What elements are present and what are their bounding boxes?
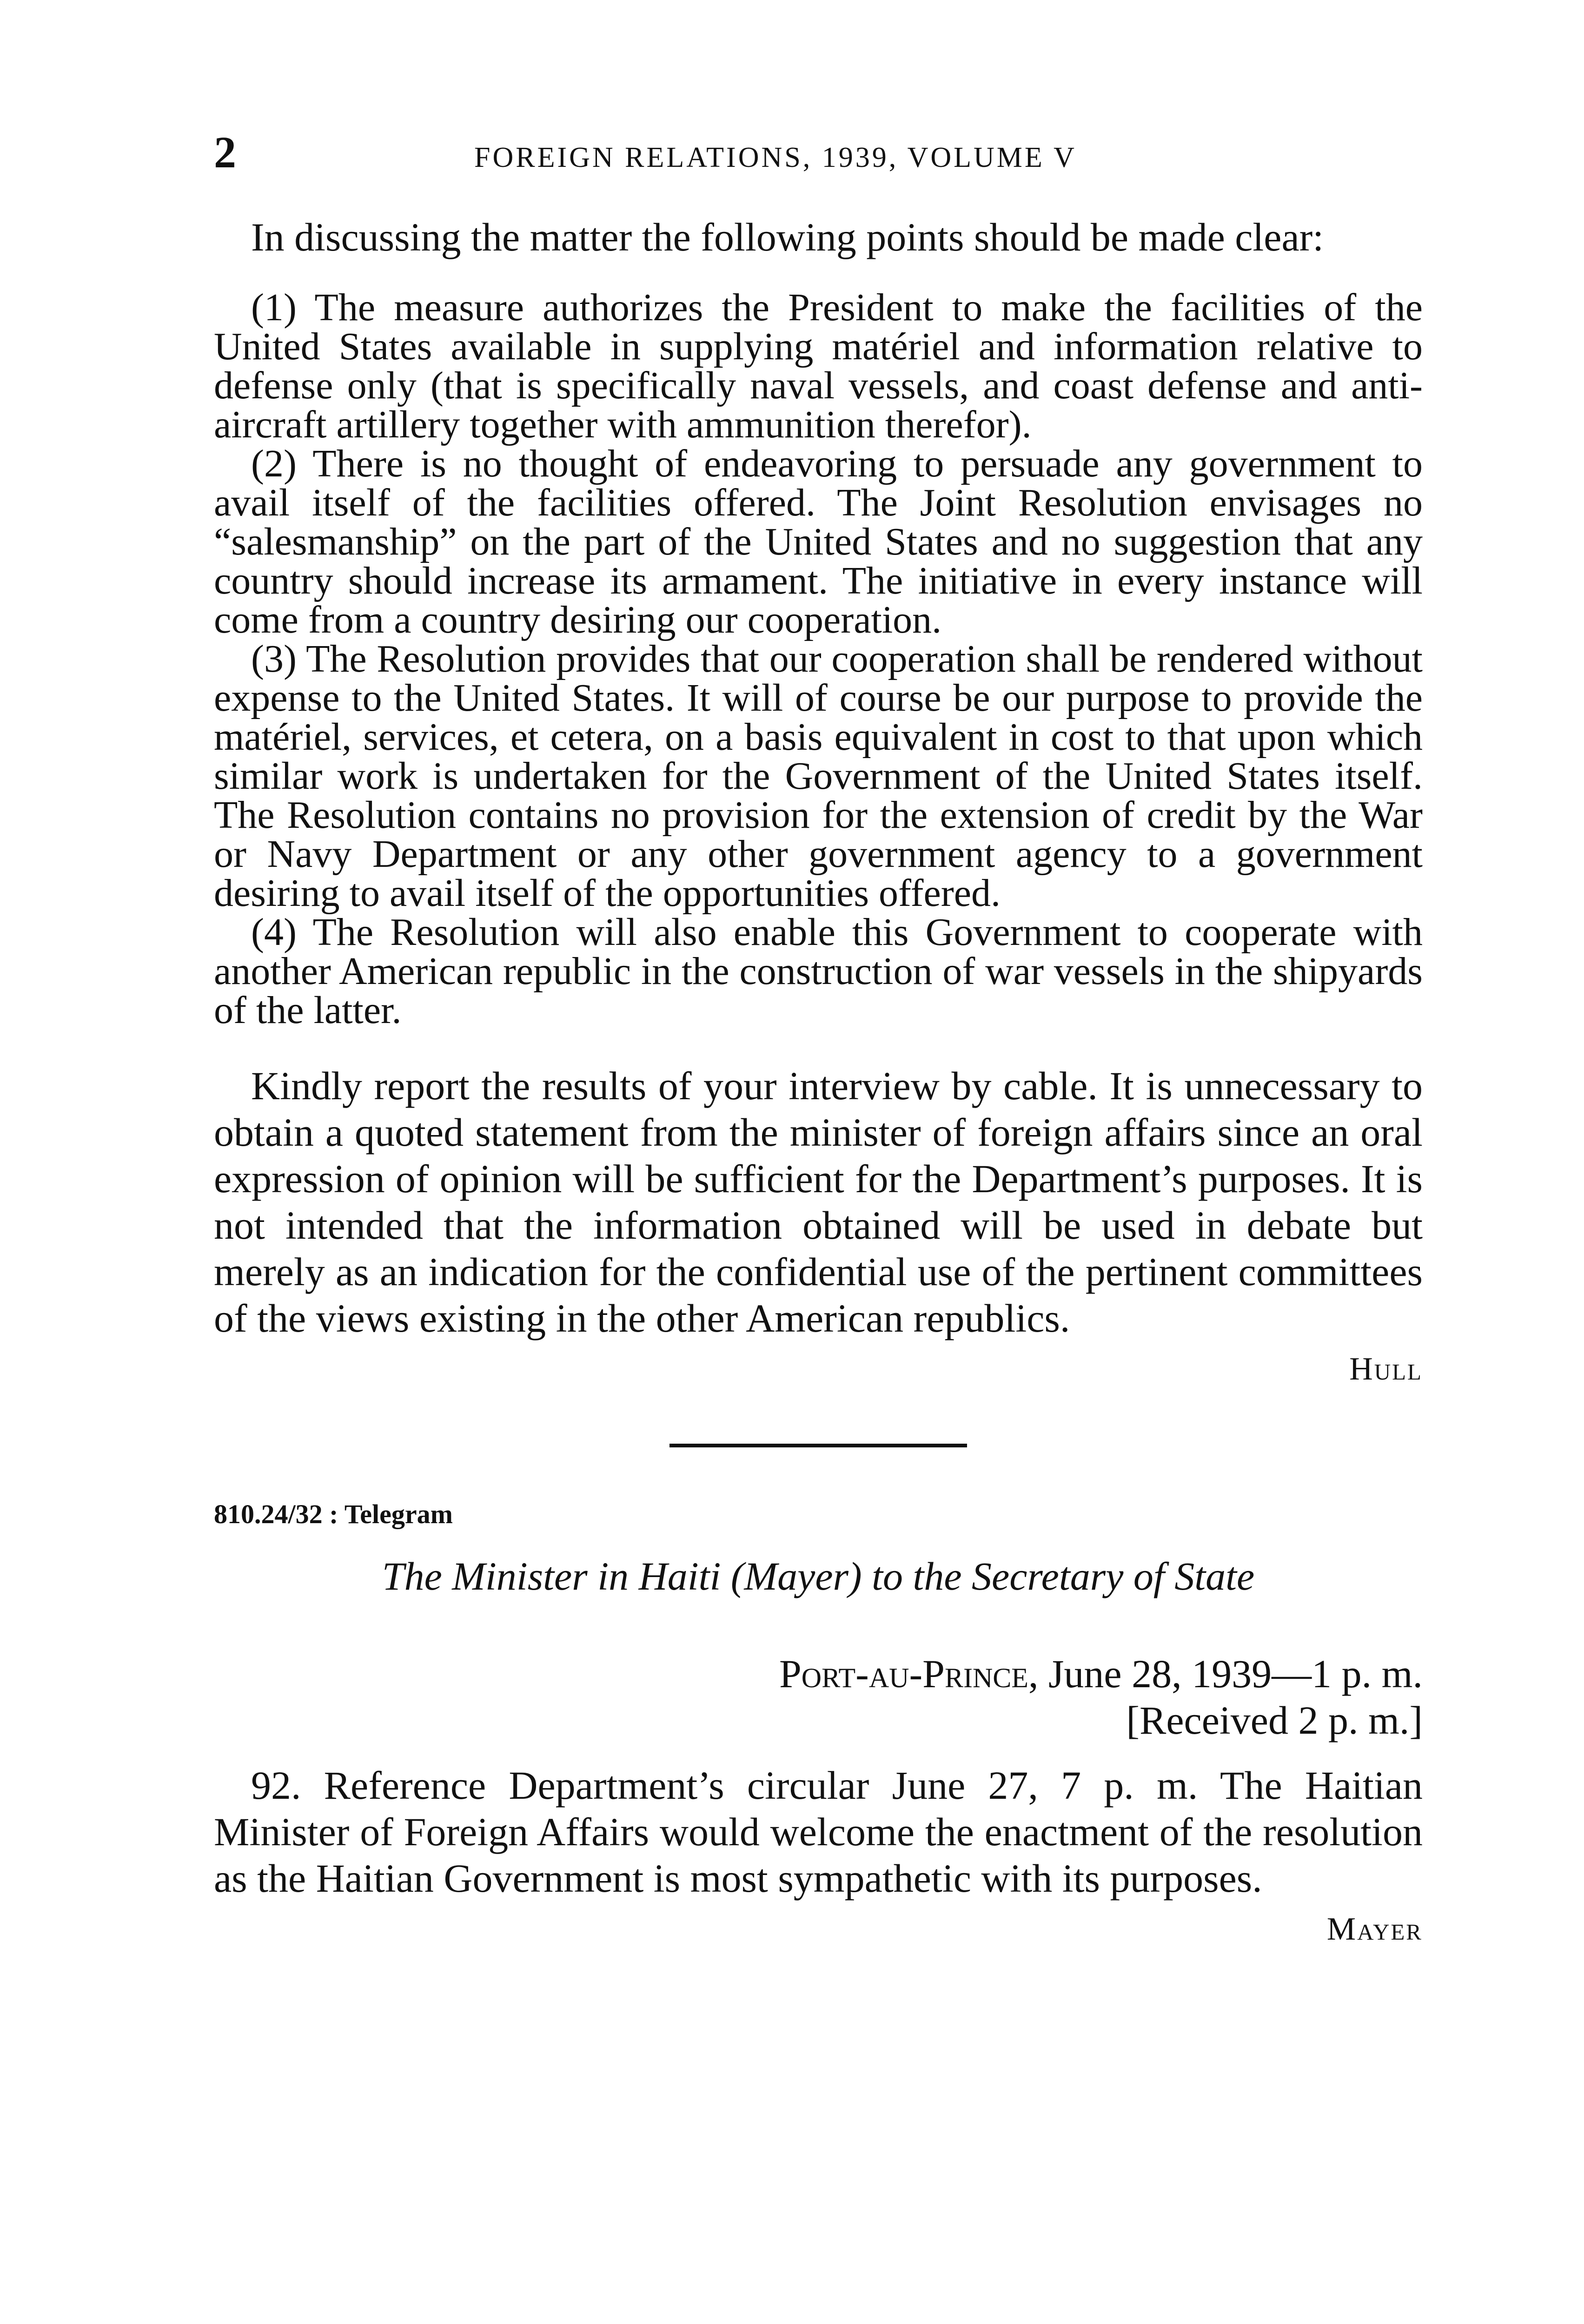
running-title: FOREIGN RELATIONS, 1939, VOLUME V (474, 142, 1077, 173)
document-title: The Minister in Haiti (Mayer) to the Secretary of State (382, 1554, 1255, 1598)
point-4: (4) The Resolution will also enable this Government to cooperate with another American republic in the construction of war vessels in the shipyards of the latter. (214, 911, 1423, 1032)
point-2: (2) There is no thought of endeavoring to persuade any government to avail itself of the facilities offered. The Joint Resolution envisages no “salesmanship” on the part of the United States and no suggestion that any country should increase its armament. The initiative in every instance will come from a country desiring our cooperation. (214, 442, 1423, 641)
page-number: 2 (214, 127, 236, 177)
dateline (214, 1651, 1423, 1697)
point-1: (1) The measure authorizes the President to make the facilities of the United States available in supplying matériel and information relative to defense only (that is specifically naval vessels, and coast defense and anti-aircraft artillery together with ammunition therefor). (214, 286, 1423, 446)
closing-paragraph: Kindly report the results of your interview by cable. It is unnecessary to obtain a quoted statement from the minister of foreign affairs since an oral expression of opinion will be sufficient for the Department’s purposes. It is not intended that the information obtained will be used in debate but merely as an indication for the confidential use of the pertinent committees of the views existing in the other American republics. (214, 1063, 1423, 1340)
telegram-body: 92. Reference Department’s circular June 27, 7 p. m. The Haitian Minister of Foreign Affairs would welcome the enactment of the resolution as the Haitian Government is most sympathetic with its purposes. (214, 1763, 1423, 1901)
signature-mayer: Mayer (1326, 1911, 1423, 1947)
points-list (214, 288, 1423, 1030)
page-header (214, 127, 1423, 186)
signature-hull: Hull (1349, 1351, 1423, 1387)
lead-paragraph: In discussing the matter the following points should be made clear: (251, 215, 1324, 259)
document-page (214, 127, 1423, 1948)
dateline-date: June 28, 1939—1 p. m. (1048, 1651, 1423, 1696)
file-reference: 810.24/32 : Telegram (214, 1499, 453, 1529)
received-note: [Received 2 p. m.] (1126, 1698, 1423, 1743)
section-divider (669, 1444, 967, 1447)
point-3: (3) The Resolution provides that our cooperation shall be rendered without expense to the United States. It will of course be our purpose to provide the matériel, services, et cetera, on a basis equivalent in cost to that upon which similar work is undertaken for the Government of the United States itself. The Resolution contains no provision for the extension of credit by the War or Navy Department or any other government agency to a government desiring to avail itself of the opportunities offered. (214, 637, 1423, 915)
dateline-place: Port-au-Prince, (779, 1651, 1039, 1696)
